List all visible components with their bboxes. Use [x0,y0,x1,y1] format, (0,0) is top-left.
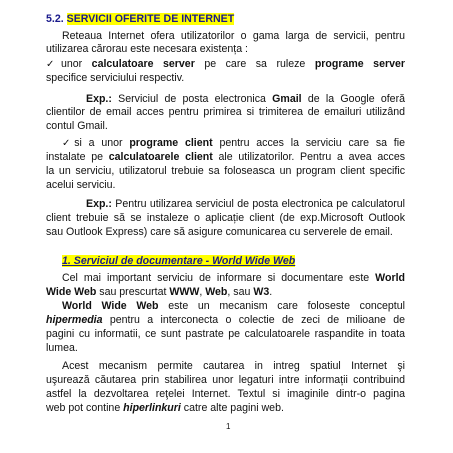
example-2-line-1: Exp.: Pentru utilizarea serviciul de posta electronica pe calculatorul [86,198,405,210]
para-3-line-1: Acest mecanism permite cautarea in intreg spatiul Internet şi [62,360,405,372]
para-3-line-3: astfel la dezvoltarea reţelei Internet. Textul si imaginile dintr-o pagina [46,388,405,400]
para-2-line-1: World Wide Web este un mecanism care foloseste conceptul [62,300,405,312]
para-2-line-4: lumea. [46,342,78,354]
example-1-line-3: contul Gmail. [46,120,108,132]
example-1-line-2: clientilor de email acces pentru primirea si trimiterea de emailuri utilizând [46,106,405,118]
example-2-line-3: sau Outlook Express) care să asigure comunicarea cu serverele de email. [46,226,393,238]
intro-line-2: utilizarea cărorau este necesara existența : [46,43,248,55]
bullet-1-line-2: specifice serviciului respectiv. [46,72,185,84]
section-heading [46,13,234,26]
subsection-title: 1. Serviciul de documentare - World Wide Web [62,255,296,267]
para-2-line-3: pagini cu informatii, ce sunt pastrate pe calculatoarele raspandite in toata [46,328,405,340]
para-1-line-1: Cel mai important serviciu de informare si documentare este World [62,272,405,284]
intro-line-1: Reteaua Internet ofera utilizatorilor o gama larga de servicii, pentru [62,30,405,42]
page-number: 1 [226,422,231,431]
bullet-2-line-2: instalate pe calculatoarele client ale utilizatorilor. Pentru a avea acces [46,151,406,163]
checkmark-icon: ✓ [62,138,75,149]
para-3-line-2: uşurează căutarea prin stabilirea unor legaturi intre informații contribuind [46,374,405,386]
checkmark-icon: ✓ [46,59,61,70]
section-number: 5.2. [46,13,64,25]
para-2-line-2: hipermedia pentru a interconecta o colectie de zeci de milioane de [46,314,405,326]
section-title: SERVICII OFERITE DE INTERNET [66,13,235,25]
bullet-2-line-1: ✓si a unor programe client pentru acces la serviciu care sa fie [62,137,405,149]
bullet-2-line-4: acelui serviciu. [46,179,116,191]
para-3-line-4: web pot contine hiperlinkuri catre alte pagini web. [46,402,284,414]
example-1-line-1: Exp.: Serviciul de posta electronica Gmail de la Google oferă [86,93,405,105]
example-2-line-2: client trebuie să se instaleze o aplicație client (de exp.Microsoft Outlook [46,212,405,224]
bullet-2-line-3: la un serviciu, utilizatorul trebuie sa foloseasca un program client specific [46,165,405,177]
bullet-1-line-1: ✓unor calculatoare server pe care sa ruleze programe server [46,58,405,70]
para-1-line-2: Wide Web sau prescurtat WWW, Web, sau W3. [46,286,273,298]
